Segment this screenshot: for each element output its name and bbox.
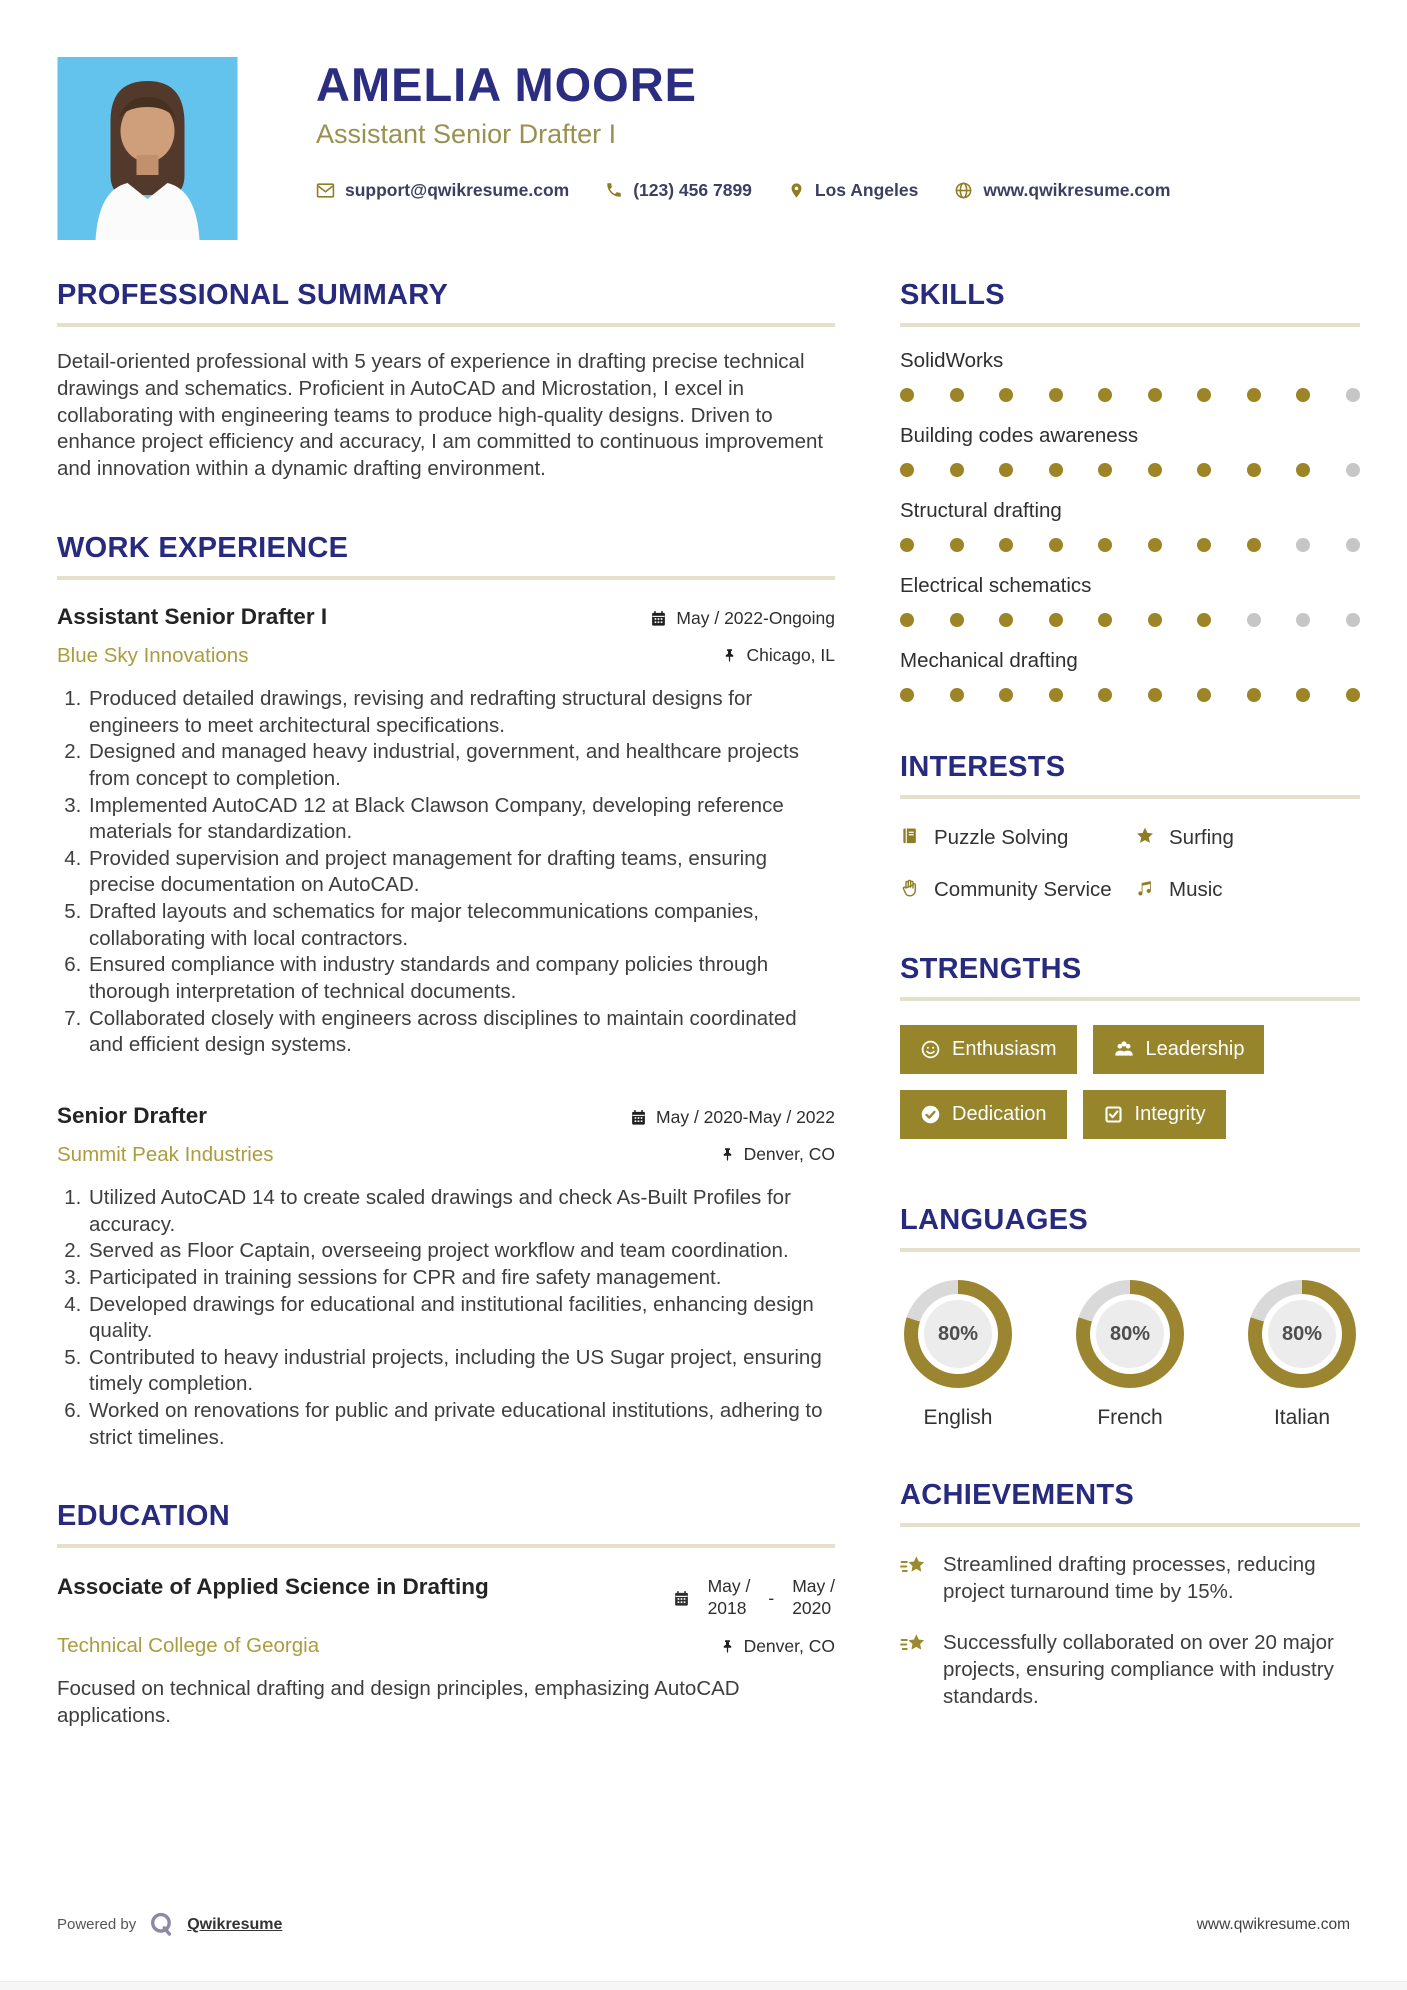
rating-dot-filled [1049,388,1063,402]
strengths-heading: STRENGTHS [900,953,1082,986]
pushpin-icon [720,1638,735,1655]
interest-label: Music [1169,878,1223,902]
rating-dot-filled [900,388,914,402]
language-label: French [1097,1406,1163,1430]
rating-dot-filled [1148,538,1162,552]
rating-dot-filled [1049,463,1063,477]
job-bullet: 6. Worked on renovations for public and private educational institutions, adhering to strict timelines. [87,1398,835,1451]
rating-dot-filled [900,688,914,702]
contact-location-text: Los Angeles [814,179,919,200]
achievement-text: Successfully collaborated on over 20 major projects, ensuring compliance with industry standards. [943,1631,1334,1709]
rating-dot-filled [1247,538,1261,552]
skill-name: Electrical schematics [900,573,1092,597]
achievement-text: Streamlined drafting processes, reducing project turnaround time by 15%. [943,1553,1316,1604]
calendar-icon [673,1590,690,1607]
job-bullet: 5. Drafted layouts and schematics for major telecommunications companies, collaborating with local contractors. [87,899,835,952]
rating-dot-filled [1049,688,1063,702]
education-location [720,1636,835,1657]
rating-dot-filled [950,538,964,552]
rating-dot-filled [999,538,1013,552]
section-work-experience [57,533,835,1451]
section-divider [900,997,1360,1001]
section-divider [900,1523,1360,1527]
interest-item [900,825,1135,852]
language-percent: 80% [1096,1300,1164,1368]
rating-dot-filled [1346,688,1360,702]
check-circle-icon [920,1104,941,1125]
education-school: Technical College of Georgia [57,1634,320,1658]
pushpin-icon [722,647,737,664]
rating-dot-filled [900,538,914,552]
language-item [904,1280,1012,1430]
calendar-icon [630,1109,647,1126]
person-name: AMELIA MOORE [316,58,698,111]
job-date-text: May / 2020-May / 2022 [656,1106,835,1127]
email-icon [316,181,335,200]
rating-dot-filled [1197,688,1211,702]
section-languages [900,1205,1360,1430]
education-description: Focused on technical drafting and design principles, emphasizing AutoCAD applications. [57,1677,740,1727]
achievements-heading: ACHIEVEMENTS [900,1479,1135,1512]
job-bullet: 4. Provided supervision and project management for drafting teams, ensuring precise documentation on AutoCAD. [87,846,835,899]
job-entry [57,1103,835,1451]
left-column [57,280,835,1730]
section-divider [57,576,835,580]
job-bullet: 1. Utilized AutoCAD 14 to create scaled drawings and check As-Built Profiles for accuracy. [87,1185,835,1238]
music-note-icon [1135,877,1155,904]
calendar-icon [650,610,667,627]
profile-photo-illustration [57,57,238,240]
section-divider [900,795,1360,799]
strength-badge [900,1090,1067,1139]
rating-dot-filled [999,463,1013,477]
language-label: English [923,1406,993,1430]
job-bullet: 6. Ensured compliance with industry standards and company policies through thorough interpretation of technical documents. [87,952,835,1005]
skill-rating-dots [900,613,1360,627]
rating-dot-filled [1148,463,1162,477]
job-location [720,1144,835,1165]
language-progress-ring [1076,1280,1184,1388]
profile-photo [57,57,238,240]
rating-dot-filled [1296,463,1310,477]
job-location-text: Denver, CO [743,1143,835,1164]
rating-dot-filled [1098,613,1112,627]
rating-dot-filled [1148,613,1162,627]
section-skills [900,280,1360,702]
contact-location [788,180,918,201]
strength-label: Integrity [1134,1103,1206,1126]
rating-dot-filled [1197,613,1211,627]
rating-dot-empty [1346,538,1360,552]
strength-label: Enthusiasm [952,1038,1057,1061]
rating-dot-filled [1247,688,1261,702]
rating-dot-filled [1049,613,1063,627]
rating-dot-filled [1296,688,1310,702]
interest-label: Community Service [934,878,1112,902]
skill-rating-dots [900,688,1360,702]
star-icon [1135,825,1155,852]
rating-dot-empty [1346,463,1360,477]
language-progress-ring [1248,1280,1356,1388]
language-item [1076,1280,1184,1430]
rating-dot-filled [950,688,964,702]
rating-dot-empty [1247,613,1261,627]
work-heading: WORK EXPERIENCE [57,532,349,565]
summary-heading: PROFESSIONAL SUMMARY [57,279,449,311]
rating-dot-filled [1148,388,1162,402]
job-title: Senior Drafter [57,1102,208,1128]
skill-item [900,574,1360,627]
powered-by-label: Powered by [57,1916,137,1933]
section-professional-summary [57,280,835,483]
contact-website[interactable] [954,180,1170,201]
language-percent: 80% [924,1300,992,1368]
strength-badge [900,1025,1077,1074]
section-divider [900,323,1360,327]
rating-dot-filled [999,613,1013,627]
contact-phone[interactable] [605,180,752,201]
rating-dot-filled [900,463,914,477]
shooting-star-icon [900,1629,927,1710]
contact-email-text: support@qwikresume.com [345,179,570,200]
job-entry [57,604,835,1059]
footer [57,1911,1350,1938]
language-label: Italian [1273,1406,1331,1430]
rating-dot-filled [1098,538,1112,552]
job-date [630,1107,835,1128]
job-date [650,608,835,629]
checkbox-icon [1103,1104,1124,1125]
job-location [722,645,835,666]
job-bullet-list [57,686,835,1059]
job-bullet: 1. Produced detailed drawings, revising and redrafting structural designs for engineers to meet architectural specifications. [87,686,835,739]
interest-item [1135,877,1360,904]
job-company: Blue Sky Innovations [57,644,249,667]
shooting-star-icon [900,1551,927,1605]
rating-dot-filled [950,463,964,477]
rating-dot-filled [900,613,914,627]
skill-rating-dots [900,388,1360,402]
header-identity [316,57,1170,240]
section-interests [900,752,1360,904]
job-title: Assistant Senior Drafter I [57,604,328,629]
job-bullet: 7. Collaborated closely with engineers across disciplines to maintain coordinated and efficient design systems. [87,1006,835,1059]
rating-dot-filled [1197,463,1211,477]
person-job-title: Assistant Senior Drafter I [316,118,617,149]
rating-dot-filled [1247,388,1261,402]
language-item [1248,1280,1356,1430]
job-bullet: 2. Served as Floor Captain, overseeing project workflow and team coordination. [87,1238,835,1265]
job-bullet: 3. Implemented AutoCAD 12 at Black Clawson Company, developing reference materials for standardization. [87,793,835,846]
interest-label: Surfing [1169,825,1234,849]
job-bullet: 5. Contributed to heavy industrial projects, including the US Sugar project, ensuring timely completion. [87,1345,835,1398]
education-degree: Associate of Applied Science in Drafting [57,1574,489,1600]
achievement-item [900,1551,1360,1605]
interest-label: Puzzle Solving [934,825,1069,849]
skill-item [900,649,1360,702]
rating-dot-filled [1197,388,1211,402]
education-date-start: May / 2018 [707,1576,751,1619]
education-location-text: Denver, CO [743,1635,835,1656]
interests-heading: INTERESTS [900,750,1066,783]
rating-dot-filled [1296,388,1310,402]
strength-badge [1083,1090,1226,1139]
education-date-end: May / 2020 [792,1576,835,1619]
education-heading: EDUCATION [57,1500,230,1533]
right-column [900,280,1360,1730]
contact-phone-text: (123) 456 7899 [633,179,752,200]
job-location-text: Chicago, IL [746,645,835,665]
job-bullet: 4. Developed drawings for educational and institutional facilities, enhancing design quality. [87,1292,835,1345]
rating-dot-filled [950,388,964,402]
rating-dot-empty [1346,613,1360,627]
achievement-item [900,1629,1360,1710]
rating-dot-filled [1049,538,1063,552]
rating-dot-filled [1098,688,1112,702]
languages-heading: LANGUAGES [900,1204,1088,1237]
section-divider [900,1248,1360,1252]
location-pin-icon [788,181,805,200]
rating-dot-filled [1098,388,1112,402]
phone-icon [605,181,623,199]
header [57,57,1360,240]
pushpin-icon [720,1146,735,1163]
qwikresume-brand-link[interactable]: Qwikresume [187,1915,283,1933]
summary-text: Detail-oriented professional with 5 years of experience in drafting precise technical drawings and schematics. Proficient in AutoCAD and Microstation, I excel in collaborating with engineering teams to produce high-quality designs. Driven to enhance project efficiency and accuracy, I am committed to continuous improvement and innovation within a dynamic drafting environment. [57,349,824,481]
hand-icon [900,877,920,904]
job-company: Summit Peak Industries [57,1142,274,1166]
book-icon [900,825,920,852]
rating-dot-filled [1197,538,1211,552]
footer-website-link[interactable]: www.qwikresume.com [1196,1915,1350,1933]
skill-item [900,499,1360,552]
rating-dot-filled [999,688,1013,702]
contact-website-text: www.qwikresume.com [983,179,1171,200]
page-bottom-strip [0,1981,1407,1990]
content-columns [57,280,1360,1730]
interest-item [900,877,1135,904]
skill-name: Building codes awareness [900,423,1139,447]
rating-dot-empty [1296,613,1310,627]
globe-icon [954,181,973,200]
rating-dot-filled [1247,463,1261,477]
strength-label: Dedication [952,1103,1047,1126]
rating-dot-filled [950,613,964,627]
skill-name: Mechanical drafting [900,648,1078,672]
education-dates [673,1576,835,1620]
section-education [57,1501,835,1729]
job-bullet: 3. Participated in training sessions for CPR and fire safety management. [87,1265,835,1292]
education-date-separator: - [768,1587,775,1608]
contact-row [316,180,1170,201]
section-achievements [900,1480,1360,1710]
users-icon [1113,1038,1135,1060]
smiley-icon [920,1039,941,1060]
skills-heading: SKILLS [900,279,1005,311]
language-percent: 80% [1268,1300,1336,1368]
rating-dot-filled [999,388,1013,402]
qwikresume-logo-icon [148,1911,175,1938]
skill-name: Structural drafting [900,498,1062,522]
skill-item [900,424,1360,477]
language-progress-ring [904,1280,1012,1388]
rating-dot-empty [1296,538,1310,552]
section-divider [57,1544,835,1548]
job-date-text: May / 2022-Ongoing [676,608,835,628]
section-divider [57,323,835,327]
skill-item [900,349,1360,402]
rating-dot-empty [1346,388,1360,402]
rating-dot-filled [1098,463,1112,477]
job-bullet-list [57,1185,835,1451]
section-strengths [900,954,1360,1155]
strength-label: Leadership [1145,1037,1245,1060]
interest-item [1135,825,1360,852]
contact-email[interactable] [316,180,569,201]
skill-rating-dots [900,463,1360,477]
job-bullet: 2. Designed and managed heavy industrial, government, and healthcare projects from concept to completion. [87,739,835,792]
rating-dot-filled [1148,688,1162,702]
skill-rating-dots [900,538,1360,552]
skill-name: SolidWorks [900,348,1004,372]
strength-badge [1093,1025,1265,1074]
